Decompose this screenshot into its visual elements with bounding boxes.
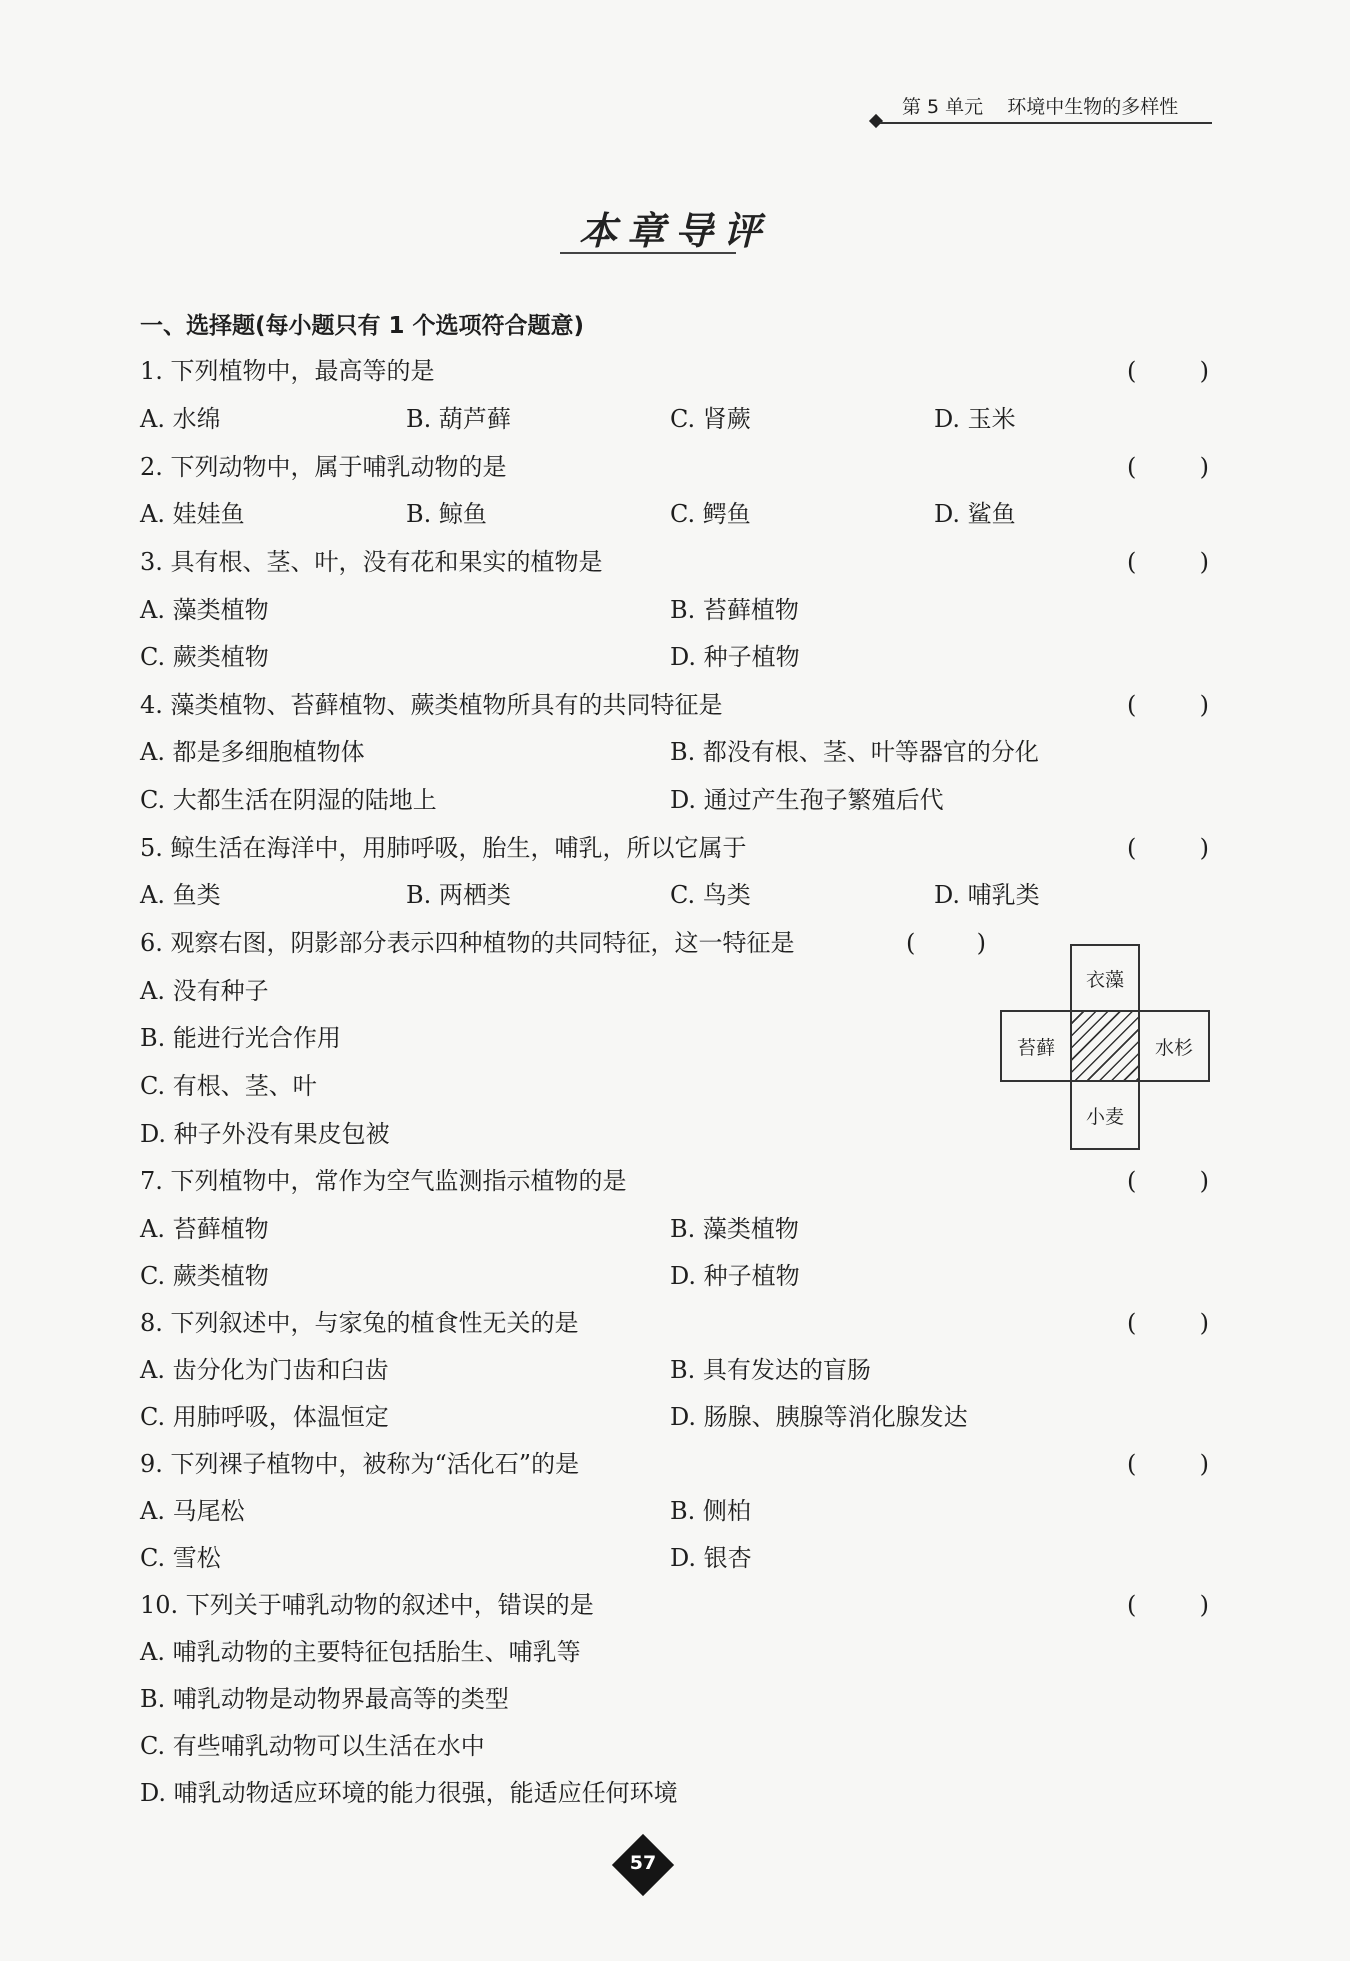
q4-option-d: D. 通过产生孢子繁殖后代 xyxy=(670,786,944,814)
header-rule xyxy=(880,122,1212,124)
q8-option-b: B. 具有发达的盲肠 xyxy=(670,1356,871,1384)
q7-option-c: C. 蕨类植物 xyxy=(140,1262,269,1290)
q6-option-c: C. 有根、茎、叶 xyxy=(140,1072,317,1100)
page-number: 57 xyxy=(629,1852,657,1874)
answer-paren xyxy=(1127,832,1209,864)
q10-option-b: B. 哺乳动物是动物界最高等的类型 xyxy=(140,1685,509,1713)
paren-open: ( xyxy=(1127,548,1137,576)
paren-close: ) xyxy=(1199,691,1209,719)
header-unit: 第 5 单元 xyxy=(902,96,984,118)
question-1-stem: 1. 下列植物中，最高等的是 xyxy=(140,357,435,385)
paren-open: ( xyxy=(906,929,916,957)
q6-option-b: B. 能进行光合作用 xyxy=(140,1024,341,1052)
answer-paren xyxy=(1127,1307,1209,1339)
q7-option-b: B. 藻类植物 xyxy=(670,1215,799,1243)
header-topic: 环境中生物的多样性 xyxy=(1007,96,1179,118)
figure-cell-top: 衣藻 xyxy=(1070,944,1140,1012)
q9-option-b: B. 侧柏 xyxy=(670,1497,751,1525)
q10-option-d: D. 哺乳动物适应环境的能力很强，能适应任何环境 xyxy=(140,1779,678,1807)
paren-open: ( xyxy=(1127,1309,1137,1337)
q4-option-b: B. 都没有根、茎、叶等器官的分化 xyxy=(670,738,1039,766)
answer-paren xyxy=(1127,546,1209,578)
question-2-stem: 2. 下列动物中，属于哺乳动物的是 xyxy=(140,453,507,481)
q7-option-d: D. 种子植物 xyxy=(670,1262,800,1290)
paren-close: ) xyxy=(1199,548,1209,576)
q1-option-c: C. 肾蕨 xyxy=(670,405,751,433)
question-7-stem: 7. 下列植物中，常作为空气监测指示植物的是 xyxy=(140,1167,627,1195)
paren-open: ( xyxy=(1127,691,1137,719)
q8-option-c: C. 用肺呼吸，体温恒定 xyxy=(140,1403,389,1431)
q5-option-d: D. 哺乳类 xyxy=(934,881,1040,909)
q10-option-c: C. 有些哺乳动物可以生活在水中 xyxy=(140,1732,485,1760)
running-header xyxy=(902,92,1210,119)
q4-option-c: C. 大都生活在阴湿的陆地上 xyxy=(140,786,437,814)
answer-paren xyxy=(1127,1165,1209,1197)
answer-paren xyxy=(1127,1589,1209,1621)
q8-option-d: D. 肠腺、胰腺等消化腺发达 xyxy=(670,1403,968,1431)
question-10-stem: 10. 下列关于哺乳动物的叙述中，错误的是 xyxy=(140,1591,594,1619)
q8-option-a: A. 齿分化为门齿和臼齿 xyxy=(140,1356,389,1384)
answer-paren xyxy=(1127,355,1209,387)
q4-option-a: A. 都是多细胞植物体 xyxy=(140,738,365,766)
answer-paren xyxy=(1127,1448,1209,1480)
paren-close: ) xyxy=(1199,453,1209,481)
paren-open: ( xyxy=(1127,834,1137,862)
question-4-stem: 4. 藻类植物、苔藓植物、蕨类植物所具有的共同特征是 xyxy=(140,691,723,719)
q3-option-a: A. 藻类植物 xyxy=(140,596,269,624)
question-5-stem: 5. 鲸生活在海洋中，用肺呼吸，胎生，哺乳，所以它属于 xyxy=(140,834,747,862)
q2-option-c: C. 鳄鱼 xyxy=(670,500,751,528)
q7-option-a: A. 苔藓植物 xyxy=(140,1215,269,1243)
q5-option-b: B. 两栖类 xyxy=(406,881,511,909)
q3-option-b: B. 苔藓植物 xyxy=(670,596,799,624)
q5-option-a: A. 鱼类 xyxy=(140,881,221,909)
paren-open: ( xyxy=(1127,1591,1137,1619)
paren-close: ) xyxy=(1199,1450,1209,1478)
q2-option-a: A. 娃娃鱼 xyxy=(140,500,245,528)
question-6-stem: 6. 观察右图，阴影部分表示四种植物的共同特征，这一特征是 xyxy=(140,929,795,957)
paren-close: ) xyxy=(1199,1309,1209,1337)
figure-cell-right: 水杉 xyxy=(1138,1010,1210,1082)
q2-option-d: D. 鲨鱼 xyxy=(934,500,1016,528)
header-diamond-icon xyxy=(869,114,883,128)
answer-paren xyxy=(906,927,986,959)
q6-option-d: D. 种子外没有果皮包被 xyxy=(140,1120,390,1148)
q5-option-c: C. 鸟类 xyxy=(670,881,751,909)
answer-paren xyxy=(1127,689,1209,721)
question-3-stem: 3. 具有根、茎、叶，没有花和果实的植物是 xyxy=(140,548,603,576)
paren-close: ) xyxy=(1199,1167,1209,1195)
figure-cell-bottom: 小麦 xyxy=(1070,1080,1140,1150)
paren-open: ( xyxy=(1127,1167,1137,1195)
q6-option-a: A. 没有种子 xyxy=(140,977,269,1005)
q1-option-d: D. 玉米 xyxy=(934,405,1016,433)
chapter-title: 本章导评 xyxy=(578,208,771,253)
figure-cell-left: 苔藓 xyxy=(1000,1010,1072,1082)
paren-open: ( xyxy=(1127,453,1137,481)
section-title: 一、选择题(每小题只有 1 个选项符合题意) xyxy=(140,313,585,339)
q9-option-d: D. 银杏 xyxy=(670,1544,752,1572)
question-8-stem: 8. 下列叙述中，与家兔的植食性无关的是 xyxy=(140,1309,579,1337)
paren-open: ( xyxy=(1127,1450,1137,1478)
q3-option-c: C. 蕨类植物 xyxy=(140,643,269,671)
q1-option-b: B. 葫芦藓 xyxy=(406,405,511,433)
figure-shaded-overlap xyxy=(1070,1010,1140,1082)
paren-close: ) xyxy=(1199,834,1209,862)
q10-option-a: A. 哺乳动物的主要特征包括胎生、哺乳等 xyxy=(140,1638,581,1666)
q9-option-a: A. 马尾松 xyxy=(140,1497,245,1525)
paren-close: ) xyxy=(1199,357,1209,385)
q2-option-b: B. 鲸鱼 xyxy=(406,500,487,528)
paren-close: ) xyxy=(1199,1591,1209,1619)
q9-option-c: C. 雪松 xyxy=(140,1544,221,1572)
q1-option-a: A. 水绵 xyxy=(140,405,221,433)
chapter-title-underline xyxy=(560,252,736,254)
question-9-stem: 9. 下列裸子植物中，被称为“活化石”的是 xyxy=(140,1450,580,1478)
paren-open: ( xyxy=(1127,357,1137,385)
paren-close: ) xyxy=(976,929,986,957)
answer-paren xyxy=(1127,451,1209,483)
q3-option-d: D. 种子植物 xyxy=(670,643,800,671)
